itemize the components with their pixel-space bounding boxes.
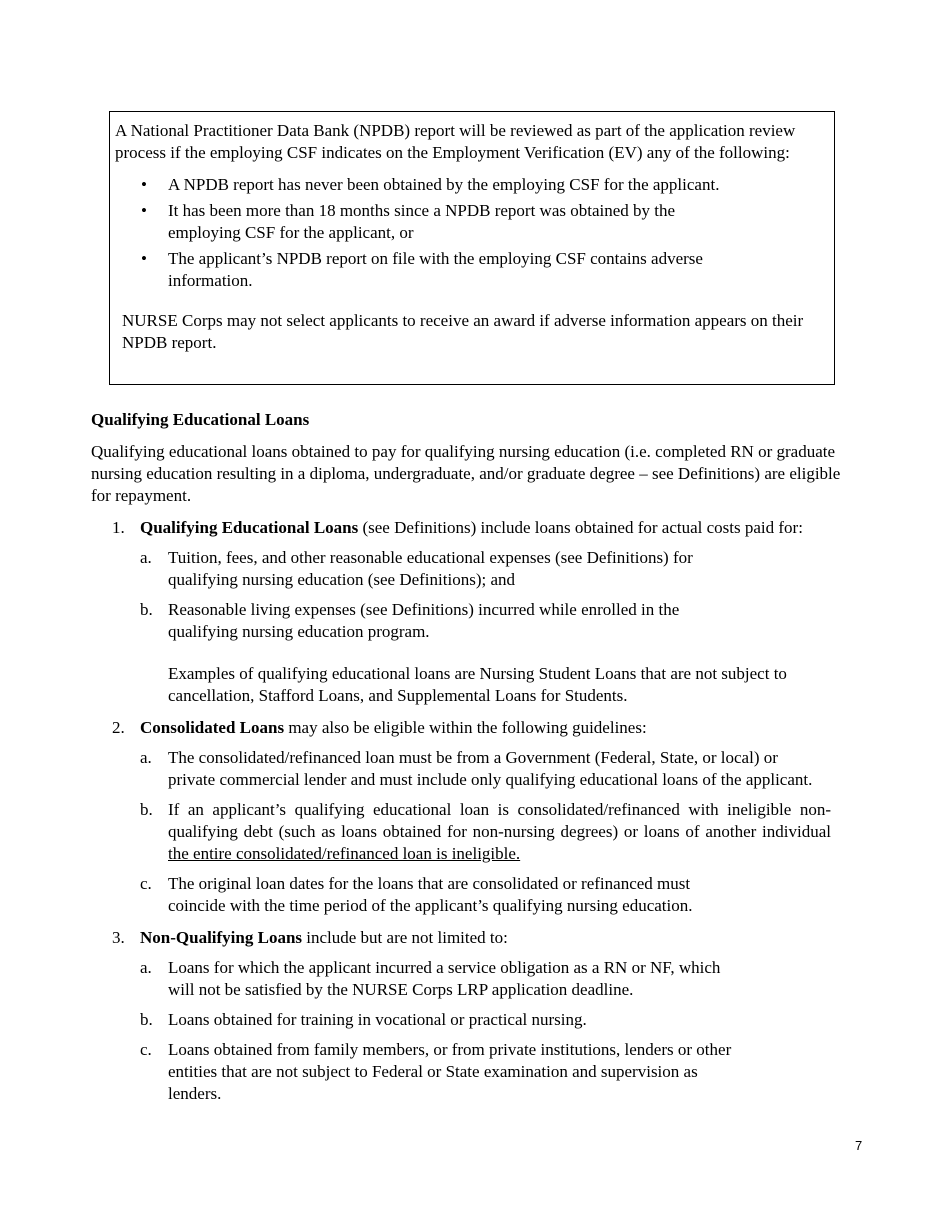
item-number: 2. <box>112 718 125 737</box>
sub-item: a. The consolidated/refinanced loan must be from a Government (Federal, State, or local) or private commercial lender and must include only qualifying educational loans of the applicant. <box>140 748 813 789</box>
npdb-note: NURSE Corps may not select applicants to receive an award if adverse information appears on their NPDB report. <box>122 311 804 352</box>
sub-list <box>140 747 851 917</box>
bullet-icon: • <box>141 249 147 268</box>
list-item: • The applicant’s NPDB report on file with the employing CSF contains adverse information. <box>141 249 703 290</box>
sub-item: c. Loans obtained from family members, or from private institutions, lenders or other entities that are not subject to Federal or State examination and supervision as lenders. <box>140 1040 732 1103</box>
examples-paragraph: Examples of qualifying educational loans are Nursing Student Loans that are not subject to cancellation, Stafford Loans, and Supplemental Loans for Students. <box>168 664 787 705</box>
section-heading: Qualifying Educational Loans <box>91 410 310 429</box>
item-title: Non-Qualifying Loans <box>140 928 303 947</box>
sub-item-letter: c. <box>140 874 152 893</box>
sub-list <box>140 547 851 643</box>
ineligible-note: the entire consolidated/refinanced loan is ineligible. <box>168 844 521 863</box>
sub-item-letter: a. <box>140 958 152 977</box>
sub-item-letter: a. <box>140 548 152 567</box>
sub-item-letter: b. <box>140 1010 153 1029</box>
sub-list <box>140 957 851 1105</box>
item-title: Qualifying Educational Loans <box>140 518 359 537</box>
bullet-icon: • <box>141 201 147 220</box>
item-lead: Qualifying Educational Loans (see Definitions) include loans obtained for actual costs paid for: <box>140 518 803 537</box>
list-item: • It has been more than 18 months since a NPDB report was obtained by the employing CSF for the applicant, or <box>141 201 676 242</box>
sub-item: b. Loans obtained for training in vocational or practical nursing. <box>140 1010 587 1029</box>
sub-item-letter: b. <box>140 600 153 619</box>
numbered-item-non-qualifying-loans <box>91 927 851 1105</box>
npdb-intro: A National Practitioner Data Bank (NPDB) report will be reviewed as part of the application review process if the employing CSF indicates on the Employment Verification (EV) any of the following: <box>115 121 796 162</box>
page-number: 7 <box>855 1138 863 1153</box>
npdb-notice-box <box>109 111 835 385</box>
bullet-icon: • <box>141 175 147 194</box>
list-item: • A NPDB report has never been obtained by the employing CSF for the applicant. <box>141 175 720 194</box>
sub-item: a. Tuition, fees, and other reasonable educational expenses (see Definitions) for qualifying nursing education (see Definitions); and <box>140 548 693 589</box>
sub-item-letter: b. <box>140 800 153 819</box>
item-number: 3. <box>112 928 125 947</box>
sub-item: c. The original loan dates for the loans that are consolidated or refinanced must coincide with the time period of the applicant’s qualifying nursing education. <box>140 874 693 915</box>
sub-item: a. Loans for which the applicant incurred a service obligation as a RN or NF, which will not be satisfied by the NURSE Corps LRP application deadline. <box>140 958 721 999</box>
item-number: 1. <box>112 518 125 537</box>
qualifying-loans-section <box>91 409 851 1105</box>
sub-item: b. Reasonable living expenses (see Definitions) incurred while enrolled in the qualifying nursing education program. <box>140 600 680 641</box>
sub-item: b. If an applicant’s qualifying educational loan is consolidated/refinanced with ineligible non-qualifying debt (such as loans obtained for non-nursing degrees) or loans of another individual the entire consolidated/refinanced loan is ineligible. <box>140 800 831 863</box>
item-lead: Non-Qualifying Loans include but are not limited to: <box>140 928 508 947</box>
section-intro: Qualifying educational loans obtained to pay for qualifying nursing education (i.e. completed RN or graduate nursing education resulting in a diploma, undergraduate, and/or graduate degree – see Definitions) are eligible for repayment. <box>91 442 841 505</box>
numbered-item-qualifying-loans <box>91 517 851 707</box>
npdb-bullet-list <box>115 174 828 292</box>
item-title: Consolidated Loans <box>140 718 285 737</box>
sub-item-letter: c. <box>140 1040 152 1059</box>
item-lead: Consolidated Loans may also be eligible within the following guidelines: <box>140 718 647 737</box>
numbered-item-consolidated-loans <box>91 717 851 917</box>
sub-item-letter: a. <box>140 748 152 767</box>
